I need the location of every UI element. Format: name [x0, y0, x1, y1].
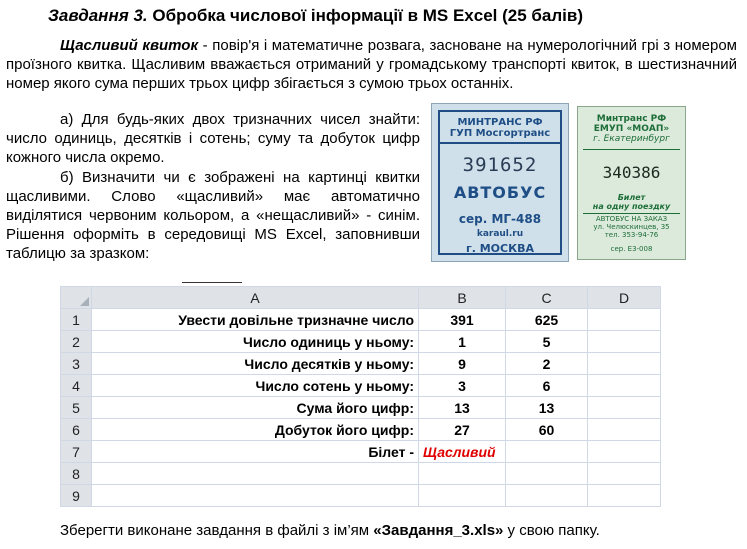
footer-text-pre: Зберегти виконане завдання в файлі з ім’ям	[60, 522, 374, 539]
ticket-moscow-series: сер. МГ-488	[458, 212, 542, 226]
select-all-corner[interactable]	[61, 287, 92, 309]
cell-a[interactable]: Число десятків у ньому:	[92, 353, 419, 375]
ticket-ekb-series: сер. Е3-008	[610, 245, 653, 253]
ticket-ekb-header	[578, 114, 685, 144]
table-row	[61, 375, 661, 397]
cell-b[interactable]: 9	[419, 353, 506, 375]
cell-d[interactable]	[588, 397, 661, 419]
table-row	[61, 463, 661, 485]
cell-a[interactable]: Число сотень у ньому:	[92, 375, 419, 397]
cell-c[interactable]: 13	[506, 397, 588, 419]
ticket-ekb-zakaz	[578, 215, 685, 239]
cell-d[interactable]	[588, 309, 661, 331]
cell-a[interactable]: Білет -	[92, 441, 419, 463]
select-all-triangle-icon	[80, 297, 89, 306]
cell-a[interactable]: Сума його цифр:	[92, 397, 419, 419]
ticket-moscow-header	[440, 117, 560, 139]
ticket-ekb-bilet2: на одну поездку	[592, 202, 671, 211]
table-row	[61, 309, 661, 331]
task-heading: Обробка числової інформації в MS Excel (25 балів)	[147, 6, 583, 25]
ticket-ekb-line1: Минтранс РФ	[596, 114, 667, 124]
row-header[interactable]: 4	[61, 375, 92, 397]
column-header-d[interactable]: D	[588, 287, 661, 309]
footer-instruction	[60, 522, 600, 539]
cell-c[interactable]: 625	[506, 309, 588, 331]
cell-c[interactable]	[506, 463, 588, 485]
cell-b[interactable]	[419, 463, 506, 485]
footer-filename: «Завдання_3.xls»	[373, 522, 504, 539]
cell-a[interactable]: Увести довільне тризначне число	[92, 309, 419, 331]
column-header-row	[61, 287, 661, 309]
cell-c[interactable]: 5	[506, 331, 588, 353]
cell-d[interactable]	[588, 485, 661, 507]
row-header[interactable]: 7	[61, 441, 92, 463]
cell-a[interactable]: Добуток його цифр:	[92, 419, 419, 441]
cell-c[interactable]: 6	[506, 375, 588, 397]
underline-mark	[182, 282, 242, 283]
ticket-ekb-bilet	[578, 193, 685, 211]
cell-a[interactable]	[92, 485, 419, 507]
ticket-ekb-divider-top	[583, 149, 680, 150]
ticket-moscow-frame	[438, 110, 562, 255]
ticket-moscow	[431, 103, 569, 262]
ticket-ekb-zakaz2: ул. Челюскинцев, 35	[593, 223, 670, 231]
ticket-ekb-zakaz3: тел. 353-94-76	[604, 231, 659, 239]
cell-d[interactable]	[588, 441, 661, 463]
excel-sheet	[60, 286, 676, 510]
cell-b[interactable]: 3	[419, 375, 506, 397]
cell-c[interactable]	[506, 485, 588, 507]
ticket-moscow-site: karaul.ru	[476, 229, 524, 239]
ticket-moscow-line1: МИНТРАНС РФ	[457, 117, 543, 128]
ticket-ekb-line2: ЕМУП «МОАП»	[593, 124, 670, 134]
table-row	[61, 485, 661, 507]
ticket-ekaterinburg	[577, 106, 686, 260]
cell-d[interactable]	[588, 419, 661, 441]
spreadsheet-table	[60, 286, 661, 507]
footer-text-post: у свою папку.	[503, 522, 600, 539]
intro-term: Щасливий квиток	[60, 37, 199, 54]
task-title	[48, 6, 583, 26]
ticket-ekb-zakaz1: АВТОБУС НА ЗАКАЗ	[595, 215, 668, 223]
row-header[interactable]: 3	[61, 353, 92, 375]
ticket-ekb-line3: г. Екатеринбург	[593, 134, 670, 144]
column-header-a[interactable]: A	[92, 287, 419, 309]
part-b-paragraph: б) Визначити чи є зображені на картинці квитки щасливими. Слово «щасливий» має автоматично виділятися червоним кольором, а «нещасливий» - синім. Рішення оформіть в середовищі MS Excel, заповнивши таблицю за зразком:	[6, 169, 420, 262]
cell-b[interactable]	[419, 485, 506, 507]
ticket-ekb-divider-mid	[583, 213, 680, 214]
table-row	[61, 397, 661, 419]
ticket-moscow-city: г. МОСКВА	[465, 242, 534, 255]
ticket-moscow-type: АВТОБУС	[453, 183, 547, 202]
ticket-ekb-number: 340386	[602, 163, 661, 182]
ticket-moscow-divider	[440, 142, 560, 144]
ticket-moscow-line2: ГУП Мосгортранс	[449, 128, 551, 139]
row-header[interactable]: 5	[61, 397, 92, 419]
part-a-paragraph: а) Для будь-яких двох тризначних чисел знайти: число одиниць, десятків і сотень; суму та добуток цифр кожного числа окремо.	[6, 111, 420, 166]
cell-d[interactable]	[588, 353, 661, 375]
table-row	[61, 441, 661, 463]
row-header[interactable]: 6	[61, 419, 92, 441]
ticket-ekb-bilet1: Билет	[617, 193, 646, 202]
cell-c[interactable]: 60	[506, 419, 588, 441]
ticket-moscow-number: 391652	[462, 154, 538, 176]
row-header[interactable]: 2	[61, 331, 92, 353]
row-header[interactable]: 9	[61, 485, 92, 507]
cell-b[interactable]: 13	[419, 397, 506, 419]
intro-paragraph	[6, 36, 737, 93]
cell-c[interactable]: 2	[506, 353, 588, 375]
cell-b[interactable]: 27	[419, 419, 506, 441]
sheet-body	[61, 309, 661, 507]
row-header[interactable]: 8	[61, 463, 92, 485]
table-row	[61, 419, 661, 441]
cell-b[interactable]: 391	[419, 309, 506, 331]
cell-c[interactable]	[506, 441, 588, 463]
cell-b[interactable]: 1	[419, 331, 506, 353]
intro-text: - повір'я і математичне розвага, засноване на нумерологічний грі з номером проїзного квитка. Щасливим вважається отриманий у громадському транспорті квиток, в шестизначний номер якого сума перших трьох цифр збігається з сумою трьох останніх.	[6, 37, 737, 92]
table-row	[61, 331, 661, 353]
lucky-result-cell[interactable]: Щасливий	[419, 441, 506, 463]
cell-d[interactable]	[588, 463, 661, 485]
table-row	[61, 353, 661, 375]
cell-d[interactable]	[588, 331, 661, 353]
column-header-b[interactable]: B	[419, 287, 506, 309]
cell-a[interactable]: Число одиниць у ньому:	[92, 331, 419, 353]
column-header-c[interactable]: C	[506, 287, 588, 309]
task-number: Завдання 3.	[48, 6, 148, 25]
cell-a[interactable]	[92, 463, 419, 485]
cell-d[interactable]	[588, 375, 661, 397]
row-header[interactable]: 1	[61, 309, 92, 331]
